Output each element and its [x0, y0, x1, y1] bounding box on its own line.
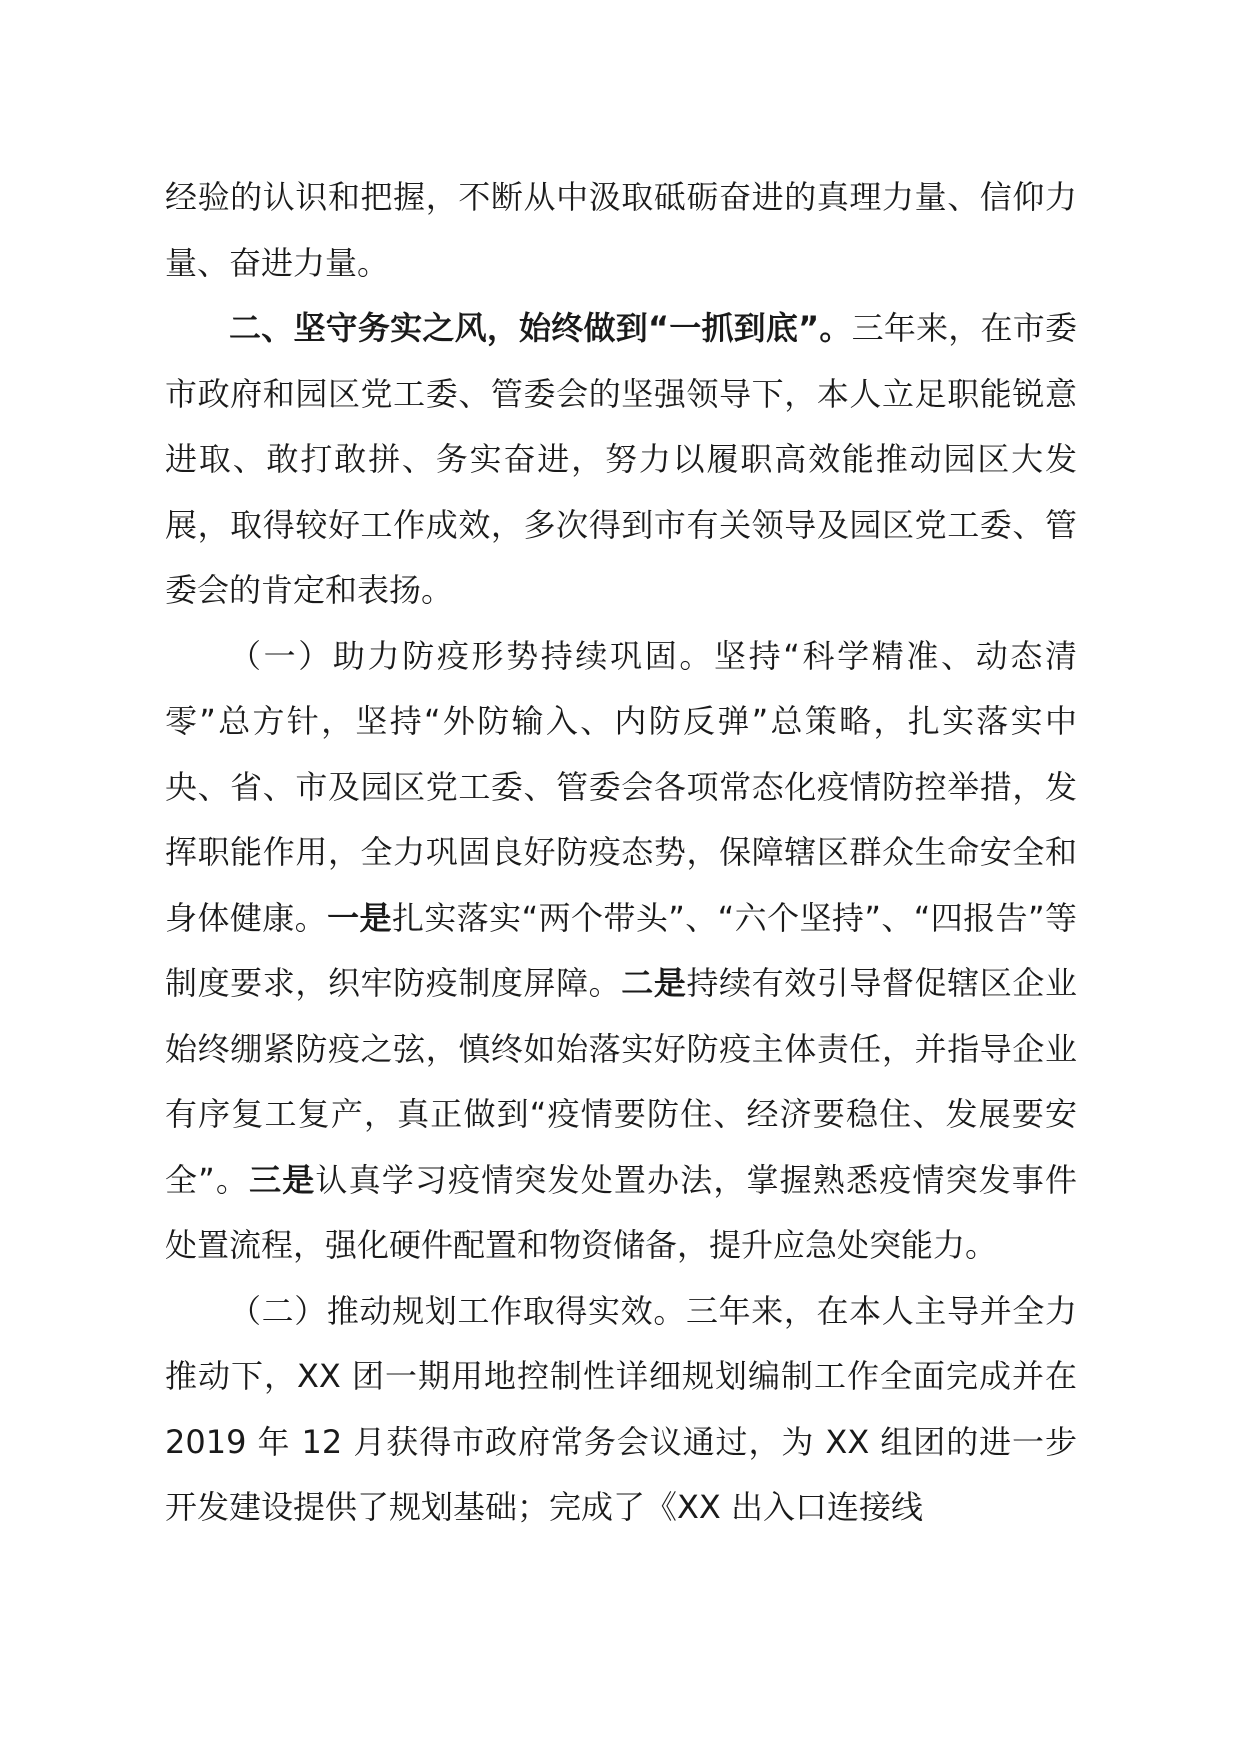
- paragraph-subsection-two: [165, 1279, 1077, 1541]
- document-body: [165, 165, 1077, 1541]
- point-label-three: 三是: [249, 1160, 316, 1199]
- paragraph-text: 三年来，在市委市政府和园区党工委、管委会的坚强领导下，本人立足职能锐意进取、敢打敢拼、务实奋进，努力以履职高效能推动园区大发展，取得较好工作成效，多次得到市有关领导及园区党工委、管委会的肯定和表扬。: [165, 309, 1077, 609]
- point-label-two: 二是: [621, 964, 687, 1002]
- paragraph-text: （一）助力防疫形势持续巩固。坚持“科学精准、动态清零”总方针，坚持“外防输入、内防反弹”总策略，扎实落实中央、省、市及园区党工委、管委会各项常态化疫情防控举措，发挥职能作用，全力巩固良好防疫态势，保障辖区群众生命安全和身体健康。: [165, 636, 1077, 937]
- point-label-one: 一是: [327, 898, 392, 937]
- paragraph-subsection-one: [165, 624, 1077, 1279]
- paragraph-text: 经验的认识和把握，不断从中汲取砥砺奋进的真理力量、信仰力量、奋进力量。: [165, 178, 1077, 282]
- paragraph-continuation: [165, 165, 1077, 296]
- point-text-one: 扎实落实“两个带头”、“六个坚持”、“四报告”等制度要求，织牢防疫制度屏障。: [165, 898, 1077, 1002]
- point-text-three: 认真学习疫情突发处置办法，掌握熟悉疫情突发事件处置流程，强化硬件配置和物资储备，提升应急处突能力。: [165, 1160, 1077, 1264]
- section-heading: 二、坚守务实之风，始终做到“一抓到底”。: [229, 309, 852, 347]
- point-text-two: 持续有效引导督促辖区企业始终绷紧防疫之弦，慎终如始落实好防疫主体责任，并指导企业有序复工复产，真正做到“疫情要防住、经济要稳住、发展要安全”。: [165, 964, 1077, 1199]
- paragraph-section-two: [165, 296, 1077, 624]
- paragraph-text: （二）推动规划工作取得实效。三年来，在本人主导并全力推动下，XX 团一期用地控制性详细规划编制工作全面完成并在 2019 年 12 月获得市政府常务会议通过，为 XX 组团的进一步开发建设提供了规划基础；完成了《XX 出入口连接线: [165, 1291, 1077, 1526]
